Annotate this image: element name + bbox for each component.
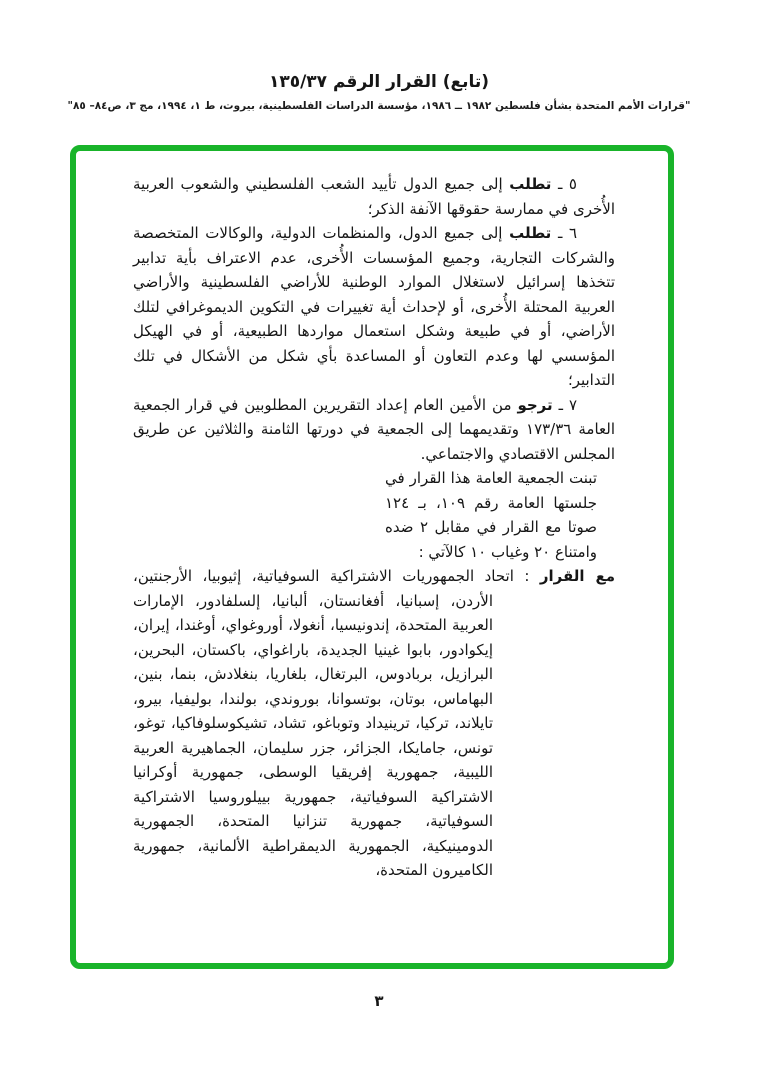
vote-countries-list: اتحاد الجمهوريات الاشتراكية السوفياتية، إثيوبيا، الأرجنتين، الأردن، إسبانيا، أفغانستان، ألبانيا، إلسلفادور، الإمارات العربية المتحدة، إندونيسيا، أنغولا، أوروغواي، أوغندا، إيران، إيكوادور، بابوا غينيا الجديدة، باراغواي، باكستان، البحرين، البرازيل، بربادوس، البرتغال، بلغاريا، بنغلادش، بنما، بنين، البهاماس، بوتان، بوتسوانا، بوروندي، بولندا، بوليفيا، بيرو، تايلاند، تركيا، ترينيداد وتوباغو، تشاد، تشيكوسلوفاكيا، توغو، تونس، جامايكا، الجزائر، جزر سليمان، الجماهيرية العربية الليبية، جمهورية إفريقيا الوسطى، جمهورية أوكرانيا الاشتراكية السوفياتية، جمهورية بييلوروسيا الاشتراكية السوفياتية، جمهورية تنزانيا المتحدة، الجمهورية الدومينيكية، الجمهورية الديمقراطية الألمانية، جمهورية الكاميرون المتحدة،: [133, 567, 514, 879]
clause-body: من الأمين العام إعداد التقريرين المطلوبين في قرار الجمعية العامة ١٧٣/٣٦ وتقديمهما إلى الجمعية في دورتها الثامنة والثلاثين عن طريق المجلس الاقتصادي والاجتماعي.: [133, 395, 616, 463]
clause-verb: تطلب: [509, 224, 552, 242]
clause-number: ٦ ـ: [557, 224, 578, 242]
clause-body: إلى جميع الدول، والمنظمات الدولية، والوكالات المتخصصة والشركات التجارية، وجميع المؤسسات الأُخرى، عدم الاعتراف بأية تدابير تتخذها إسرائيل لاستغلال الموارد الوطنية للأراضي الفلسطينية والأراضي العربية المحتلة الأُخرى، أو لإحداث أية تغييرات في التكوين الديموغرافي لتلك الأراضي، أو في طبيعة وشكل استعمال مواردها الطبيعية، أو في الهيكل المؤسسي لها وعدم التعاون أو المساعدة بأي شكل من الأشكال في تلك التدابير؛: [133, 224, 615, 389]
adoption-note: تبنت الجمعية العامة هذا القرار في جلستها العامة رقم ١٠٩، بـ ١٢٤ صوتا مع القرار في مقابل ٢ ضده وامتناع ٢٠ وغياب ١٠ كالآتي :: [385, 469, 598, 561]
source-citation: "قرارات الأمم المتحدة بشأن فلسطين ١٩٨٢ ــ ١٩٨٦، مؤسسة الدراسات الفلسطينية، بيروت، ط ١، ١٩٩٤، مج ٣، ص٨٤– ٨٥": [67, 100, 691, 112]
clause-body: إلى جميع الدول تأييد الشعب الفلسطيني والشعوب العربية الأُخرى في ممارسة حقوقها الآنفة الذكر؛: [133, 175, 615, 218]
resolution-clause-7: [133, 393, 615, 467]
vote-label: مع القرار: [539, 567, 615, 585]
clause-verb: ترجو: [517, 395, 553, 414]
vote-record: [133, 564, 615, 883]
page-header-title: (تابع) القرار الرقم ١٣٥/٣٧: [268, 72, 490, 92]
resolution-clause-6: [133, 221, 615, 393]
clause-number: ٧ ـ: [558, 395, 577, 414]
clause-number: ٥ ـ: [557, 175, 577, 193]
vote-separator: :: [524, 567, 530, 585]
clause-verb: تطلب: [509, 175, 552, 193]
page-number: ٣: [374, 992, 384, 1010]
resolution-text: [133, 172, 615, 883]
resolution-clause-5: [133, 172, 615, 221]
